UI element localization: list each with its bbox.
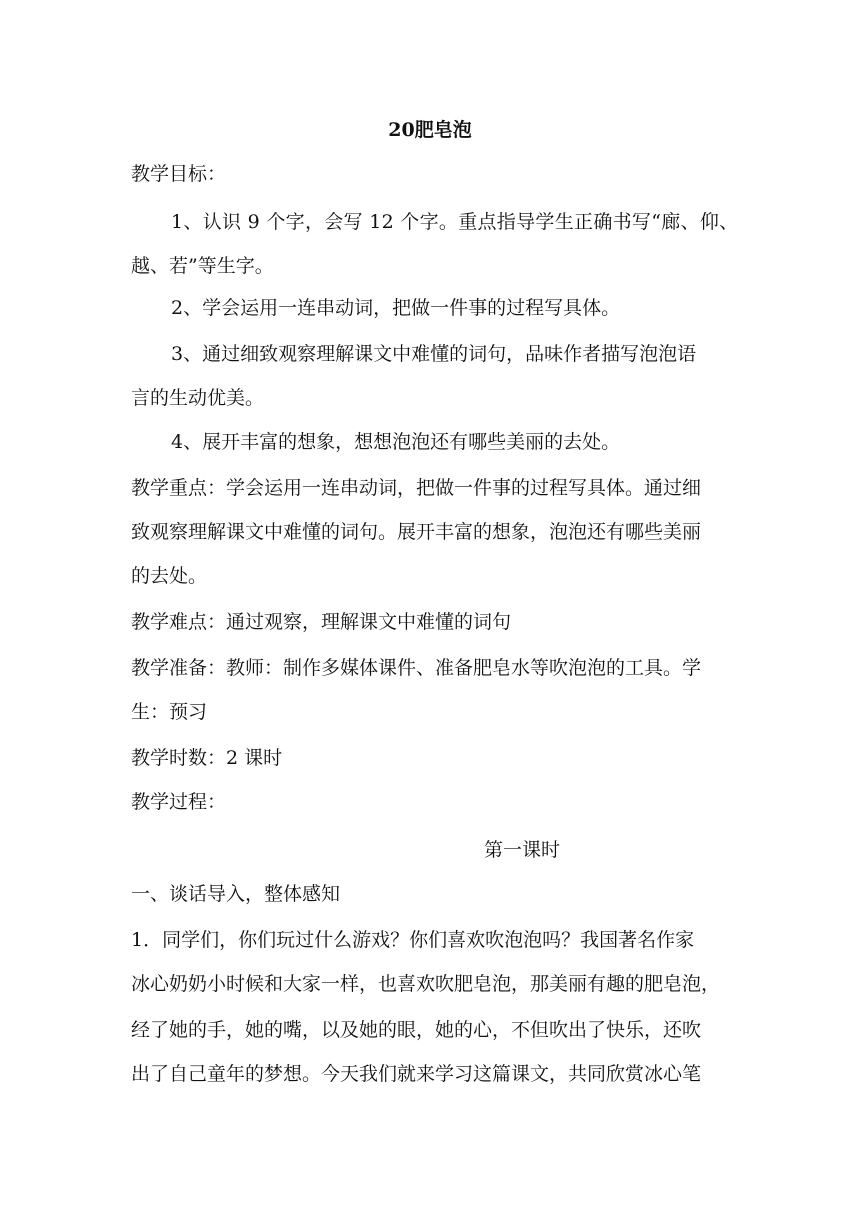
preparation-line-2: 生：预习 [131,701,208,723]
paragraph-line-3: 经了她的手，她的嘴，以及她的眼，她的心，不但吹出了快乐，还吹 [131,1019,702,1041]
key-points-line-1: 教学重点：学会运用一连串动词，把做一件事的过程写具体。通过细 [131,477,702,499]
document-title: 20肥皂泡 [388,119,472,141]
objective-4: 4、展开丰富的想象，想想泡泡还有哪些美丽的去处。 [171,431,621,453]
objective-3-line-2: 言的生动优美。 [131,387,265,409]
section-heading: 第一课时 [484,839,561,861]
objective-3-line-1: 3、通过细致观察理解课文中难懂的词句，品味作者描写泡泡语 [171,343,697,365]
heading-process: 教学过程： [131,791,227,813]
part-1-heading: 一、谈话导入，整体感知 [131,883,341,905]
preparation-line-1: 教学准备：教师：制作多媒体课件、准备肥皂水等吹泡泡的工具。学 [131,657,702,679]
difficult-points: 教学难点：通过观察，理解课文中难懂的词句 [131,611,512,633]
objective-1-line-1: 1、认识 9 个字，会写 12 个字。重点指导学生正确书写“廊、仰、 [171,211,739,233]
key-points-line-2: 致观察理解课文中难懂的词句。展开丰富的想象，泡泡还有哪些美丽 [131,521,702,543]
objective-2: 2、学会运用一连串动词，把做一件事的过程写具体。 [171,297,621,319]
objective-1-line-2: 越、若”等生字。 [131,255,274,277]
paragraph-line-2: 冰心奶奶小时候和大家一样，也喜欢吹肥皂泡，那美丽有趣的肥皂泡， [131,973,721,995]
paragraph-line-1: 1．同学们，你们玩过什么游戏？你们喜欢吹泡泡吗？我国著名作家 [131,929,695,951]
paragraph-line-4: 出了自己童年的梦想。今天我们就来学习这篇课文，共同欣赏冰心笔 [131,1063,702,1085]
class-hours: 教学时数：2 课时 [131,747,283,769]
heading-objectives: 教学目标： [131,163,227,185]
key-points-line-3: 的去处。 [131,565,208,587]
